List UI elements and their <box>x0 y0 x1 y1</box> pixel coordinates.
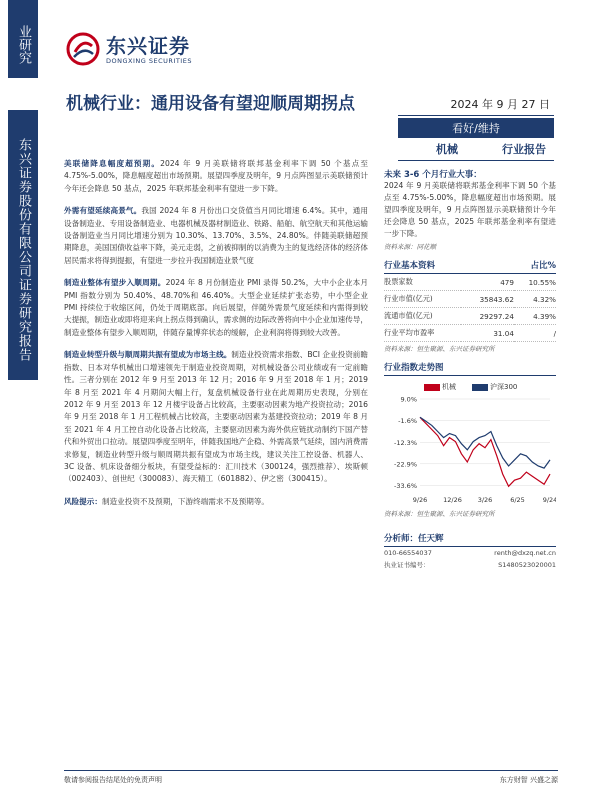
analyst-name: 分析师：任天辉 <box>384 534 444 544</box>
legend-swatch <box>472 384 488 391</box>
y-tick-label: -33.6% <box>394 482 417 491</box>
row-share: 4.32% <box>514 291 556 308</box>
outlook-text: 2024 年 9 月美联储将联邦基金利率下调 50 个基点至 4.75%-5.00%，降息幅度超出市场预期。展望四季度及明年，9 月点阵图显示美联储预计今年还会降息 50 基点，2025 年联邦基金利率有望进一步下降。 <box>384 181 556 238</box>
y-tick-label: -1.6% <box>398 417 417 426</box>
analyst-header <box>384 532 556 547</box>
legend-label: 机械 <box>442 383 456 391</box>
y-tick-label: -22.9% <box>394 460 417 469</box>
line-chart <box>384 395 556 505</box>
paragraph-lead: 制造业转型升级与顺周期共振有望成为市场主线。 <box>64 350 232 360</box>
logo-mark-icon <box>66 32 100 66</box>
x-tick-label: 6/25 <box>510 496 525 504</box>
trend-chart <box>384 382 556 507</box>
footer-disclaimer: 敬请参阅报告结尾处的免责声明 <box>64 776 162 784</box>
footer-slogan: 东方财智 兴盛之源 <box>499 776 558 784</box>
paragraph-lead: 美联储降息幅度超预期。 <box>64 159 161 168</box>
analyst-cert <box>384 559 556 571</box>
paragraph-lead: 风险提示： <box>64 496 102 506</box>
basic-info-table <box>384 274 556 342</box>
paragraph <box>64 277 368 339</box>
row-value: 31.04 <box>461 325 514 342</box>
row-share: / <box>514 325 556 342</box>
row-label: 行业平均市盈率 <box>384 325 461 342</box>
row-label: 行业市值(亿元) <box>384 291 461 308</box>
paragraph <box>64 205 368 267</box>
company-logo <box>66 30 216 70</box>
tag-report-type: 行业报告 <box>502 143 546 156</box>
analyst-block <box>384 532 556 571</box>
sidebar <box>0 0 38 800</box>
x-tick-label: 3/26 <box>477 496 493 504</box>
sidebar-company-label: 东兴证券股份有限公司证券研究报告 <box>8 110 38 380</box>
trend-title: 行业指数走势图 <box>384 363 444 373</box>
row-value: 29297.24 <box>461 308 514 325</box>
x-tick-label: 9/24 <box>542 496 556 504</box>
row-label: 股票家数 <box>384 274 461 291</box>
page-footer <box>64 770 558 785</box>
x-tick-label: 9/26 <box>412 496 428 504</box>
analyst-contact <box>384 547 556 559</box>
paragraph-text: 2024 年 9 月美联储将联邦基金利率下调 50 个基点至 4.75%-5.00%，降息幅度超出市场预期。展望四季度及明年，9 月点阵图显示美联储预计今年还会降息 50 基点，2025 年联邦基金利率有望进一步下降。 <box>64 159 369 193</box>
row-value: 479 <box>461 274 514 291</box>
row-value: 35843.62 <box>461 291 514 308</box>
table-row <box>384 291 556 308</box>
report-title: 机械行业：通用设备有望迎顺周期拐点 <box>66 94 355 114</box>
analyst-cert-number: S1480523020001 <box>498 561 556 569</box>
legend-label: 沪深300 <box>490 383 518 391</box>
paragraph-text: 制造业投资需求指数、BCI 企业投资前瞻指数、日本对华机械出口增速领先于制造业投资周期，对机械设备公司业绩或有一定前瞻性。三者分别在 2012 年 9 月至 2013 年 12 月；2016 年 9 月至 2018 年 1 月；2019 年 8 月至 2021 年 4 月期间大幅上行，复盘机械设备行业在此周期历史表现，分别在 2012 年 9 月至 2013 年 12 月楼宇设备占比较高，主要驱动因素为地产投资拉动；2016 年 9 月至 2018 年 1 月工程机械占比较高，主要驱动因素为基建投资拉动；2019 年 8 月至 2021 年 4 月工控自动化设备占比较高，主要驱动因素为海外供应链扰动制约下国产替代和外贸出口拉动。展望四季度至明年，伴随我国地产企稳、外需高景气延续，国内消费需求修复，制造业转型升级与顺周期共振有望成为市场主线，建议关注工控设备、机器人、3C 设备、机床设备细分板块，有望受益标的：汇川技术（300124，强烈推荐）、埃斯顿（002403）、创世纪（300083）、海天精工（601882）、伊之密（300415）。 <box>64 350 368 484</box>
table-row <box>384 308 556 325</box>
right-column <box>384 168 556 571</box>
report-tags <box>398 141 554 161</box>
basic-info-source: 资料来源：恒生聚源、东兴证券研究所 <box>384 345 495 353</box>
paragraph-lead: 外需有望延续高景气。 <box>64 206 142 216</box>
row-share: 4.39% <box>514 308 556 325</box>
table-row <box>384 325 556 342</box>
report-date: 2024 年 9 月 27 日 <box>398 96 554 116</box>
legend-swatch <box>424 384 440 391</box>
trend-header <box>384 361 556 376</box>
logo-name-cn: 东兴证券 <box>106 34 190 58</box>
y-tick-label: 9.0% <box>400 395 417 404</box>
analyst-phone: 010-66554037 <box>384 549 432 557</box>
row-label: 流通市值(亿元) <box>384 308 461 325</box>
x-tick-label: 12/26 <box>443 496 462 504</box>
paragraph <box>64 158 368 195</box>
rating-badge: 看好/维持 <box>398 118 554 138</box>
series-line <box>420 417 550 468</box>
outlook-title: 未来 3-6 个月行业大事： <box>384 170 482 180</box>
legend-item-machinery <box>424 382 456 392</box>
tag-industry: 机械 <box>436 143 458 156</box>
paragraph-lead: 制造业整体有望步入顺周期。 <box>64 278 166 288</box>
basic-info-col: 占比% <box>530 261 556 271</box>
outlook-source: 资料来源：同花顺 <box>384 243 436 251</box>
row-share: 10.55% <box>514 274 556 291</box>
basic-info-header <box>384 259 556 274</box>
legend-item-hs300 <box>472 382 517 392</box>
paragraph <box>64 496 368 508</box>
y-tick-label: -12.3% <box>394 438 417 447</box>
series-line <box>420 417 550 486</box>
trend-source: 资料来源：恒生聚源、东兴证券研究所 <box>384 510 495 518</box>
chart-legend <box>384 382 556 392</box>
report-body <box>64 158 368 518</box>
report-meta <box>398 96 554 161</box>
table-row <box>384 274 556 291</box>
analyst-cert-label: 执业证书编号： <box>384 561 430 569</box>
analyst-email: renth@dxzq.net.cn <box>494 549 556 557</box>
paragraph <box>64 349 368 485</box>
basic-info-title: 行业基本资料 <box>384 261 436 271</box>
logo-name-en: DONGXING SECURITIES <box>106 57 192 65</box>
paragraph-text: 我国 2024 年 8 月份出口交货值当月同比增速 6.4%。其中，通用设备制造业、专用设备制造业、电器机械及器材制造业、铁路、船舶、航空航天和其他运输设备制造业当月同比增速分别为 10.30%、13.70%、3.5%、24.80%。伴随美联储超预期降息，美国国债收益率下降，美元走弱，之前被抑制的以消费为主的复选经济体的经济体居民需求将得到提振，有望进一步拉升我国制造业景气度 <box>64 206 369 265</box>
paragraph-text: 制造业投资不及预期，下游终端需求不及预期等。 <box>101 496 270 506</box>
paragraph-text: 2024 年 8 月份制造业 PMI 录得 50.2%，大中小企业本月 PMI 指数分别为 50.40%、48.70%和 46.40%。大型企业延续扩张态势，中小型企业 PMI 持续位于收缩区间，仍处于周期底部。向后展望，伴随外需景气度延续和内需得到较大提振，制造业或即将迎来向上拐点得到确认，需求侧的边际改善将向中小企业加速传导，制造业整体有望步入顺周期，伴随存量博弈状态的缓解，企业利润将得到较大改善。 <box>64 278 368 337</box>
sidebar-top-label: 业研究 <box>8 0 38 78</box>
